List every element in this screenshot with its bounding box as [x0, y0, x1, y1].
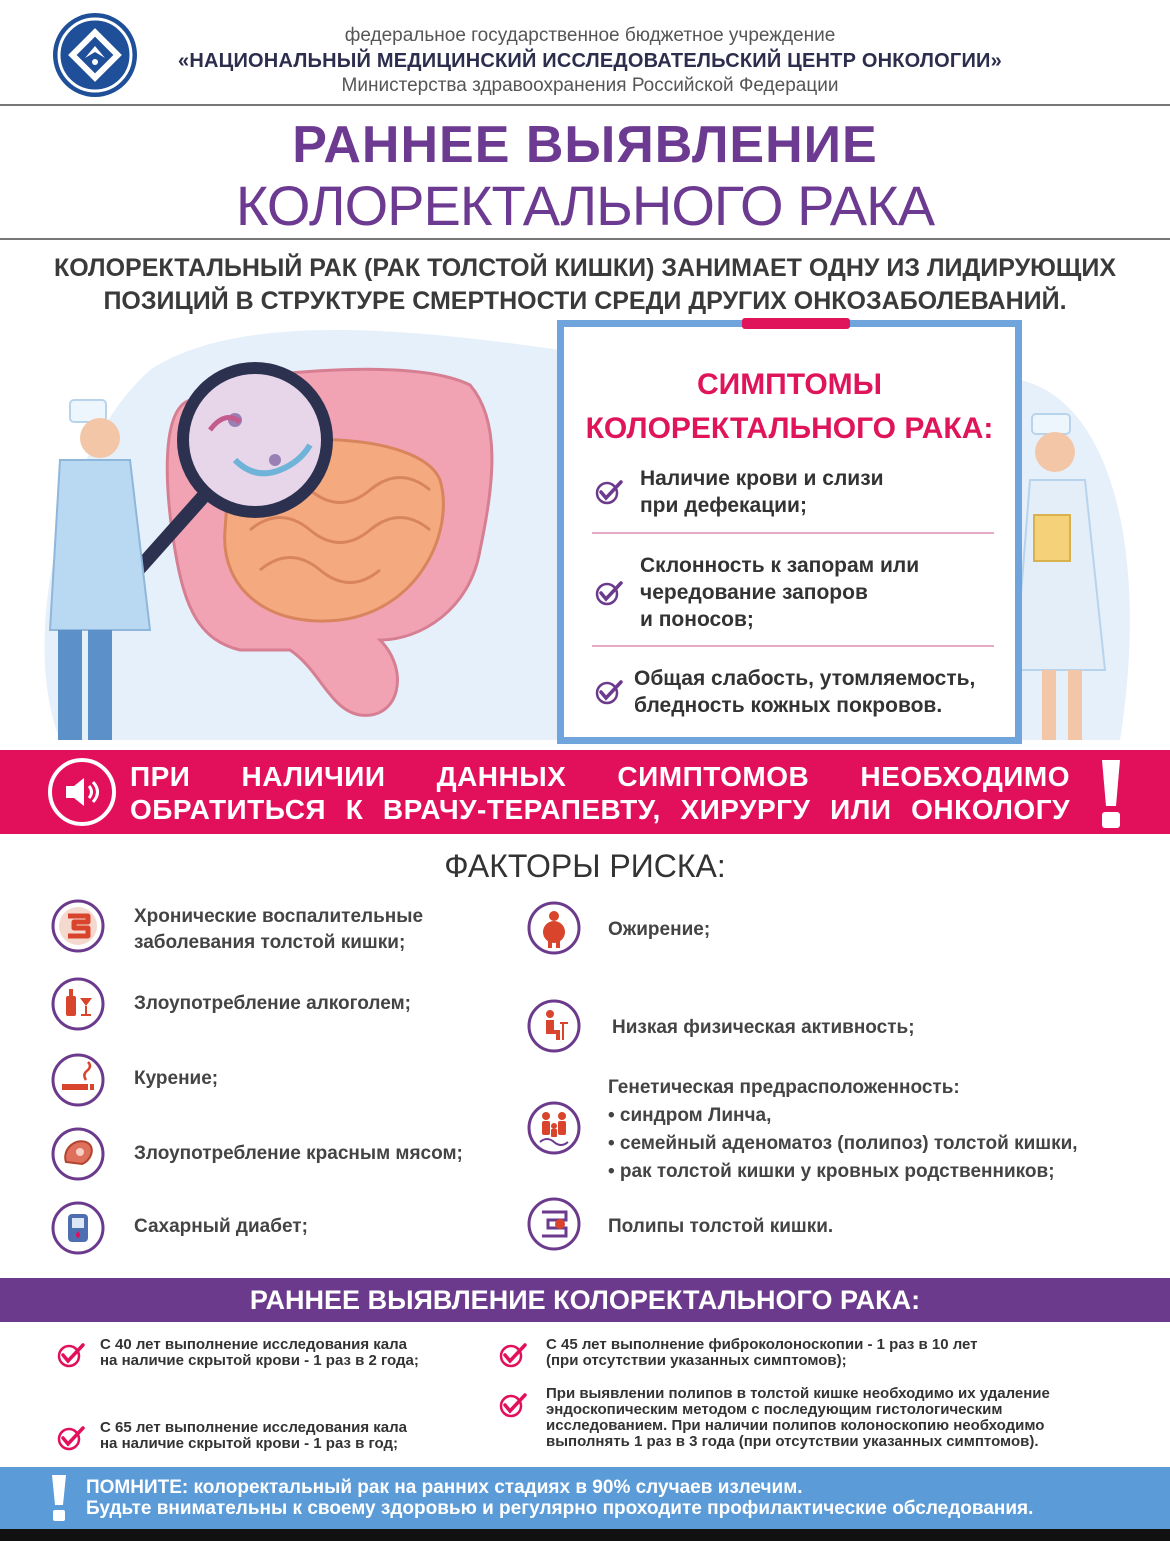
symptoms-card	[557, 320, 1022, 744]
risk-factors-title: ФАКТОРЫ РИСКА:	[444, 848, 726, 884]
alert-line-1: ПРИ НАЛИЧИИ ДАННЫХ СИМПТОМОВ НЕОБХОДИМО	[130, 761, 1070, 792]
sedentary-icon	[526, 998, 582, 1054]
page-title	[0, 116, 1170, 238]
screening-line: исследованием. При наличии полипов колоноскопию необходимо	[546, 1417, 1045, 1434]
check-icon	[594, 477, 624, 507]
screening-polyps	[546, 1386, 1050, 1450]
alert-banner	[0, 750, 1170, 834]
symptom-divider	[592, 645, 994, 647]
risk-factor-red-meat: Злоупотребление красным мясом;	[134, 1143, 463, 1164]
screening-40	[100, 1337, 419, 1369]
check-icon	[498, 1340, 528, 1370]
smoking-icon	[50, 1052, 106, 1108]
check-icon	[56, 1340, 86, 1370]
symptom-item	[594, 665, 994, 725]
title-divider	[0, 238, 1170, 240]
symptom-text	[634, 665, 994, 719]
screening-line: выполнять 1 раз в 3 года (при отсутствии указанных симптомов).	[546, 1433, 1039, 1450]
check-icon	[498, 1390, 528, 1420]
meat-icon	[50, 1126, 106, 1182]
genetic-title: Генетическая предрасположенность:	[608, 1077, 960, 1098]
symptoms-title	[564, 363, 1015, 451]
genetic-item: • семейный аденоматоз (полипоз) толстой кишки,	[608, 1133, 1078, 1154]
check-icon	[594, 677, 624, 707]
screening-45	[546, 1337, 978, 1369]
symptom-item	[594, 552, 994, 636]
title-line-1: РАННЕЕ ВЫЯВЛЕНИЕ	[292, 116, 878, 174]
header-divider	[0, 104, 1170, 106]
alert-text	[130, 760, 1070, 826]
symptom-line: чередование запоров	[640, 581, 868, 604]
risk-factor-obesity: Ожирение;	[608, 919, 711, 940]
remember-text	[86, 1477, 1146, 1519]
polyps-icon	[526, 1196, 582, 1252]
header	[0, 0, 1170, 106]
intestine-icon	[50, 898, 106, 954]
institution-name	[160, 24, 1020, 98]
early-detection-title: РАННЕЕ ВЫЯВЛЕНИЕ КОЛОРЕКТАЛЬНОГО РАКА:	[0, 1278, 1170, 1322]
genetic-item: • синдром Линча,	[608, 1105, 772, 1126]
screening-65	[100, 1420, 407, 1452]
risk-factor-smoking: Курение;	[134, 1068, 219, 1089]
exclamation-icon	[48, 1473, 70, 1523]
symptom-line: Общая слабость, утомляемость,	[634, 667, 976, 690]
institution-title: «НАЦИОНАЛЬНЫЙ МЕДИЦИНСКИЙ ИССЛЕДОВАТЕЛЬСКИЙ ЦЕНТР ОНКОЛОГИИ»	[178, 50, 1002, 72]
remember-line-2: Будьте внимательны к своему здоровью и регулярно проходите профилактические обследования.	[86, 1498, 1034, 1519]
symptom-item	[594, 465, 994, 525]
screening-line: С 40 лет выполнение исследования кала	[100, 1336, 407, 1353]
bottom-border	[0, 1529, 1170, 1541]
screening-line: (при отсутствии указанных симптомов);	[546, 1352, 847, 1369]
remember-banner	[0, 1467, 1170, 1529]
institution-ministry: Министерства здравоохранения Российской Федерации	[341, 75, 839, 96]
alert-line-2: ОБРАТИТЬСЯ К ВРАЧУ-ТЕРАПЕВТУ, ХИРУРГУ ИЛИ ОНКОЛОГУ	[130, 794, 1070, 825]
remember-line-1: ПОМНИТЕ: колоректальный рак на ранних стадиях в 90% случаев излечим.	[86, 1477, 803, 1498]
institution-type: федеральное государственное бюджетное учреждение	[344, 25, 836, 46]
symptoms-card-tab	[742, 318, 850, 329]
symptom-line: бледность кожных покровов.	[634, 694, 943, 717]
symptom-line: Склонность к запорам или	[640, 554, 920, 577]
screening-line: эндоскопическим методом с последующим гистологическим	[546, 1401, 1003, 1418]
check-icon	[594, 578, 624, 608]
symptoms-title-line-2: КОЛОРЕКТАЛЬНОГО РАКА:	[585, 412, 994, 445]
risk-factor-genetic	[608, 1074, 1078, 1186]
risk-factor-chronic-inflammation	[134, 904, 423, 956]
risk-factor-diabetes: Сахарный диабет;	[134, 1216, 308, 1237]
symptoms-title-line-1: СИМПТОМЫ	[696, 368, 883, 401]
risk-factor-polyps: Полипы толстой кишки.	[608, 1216, 834, 1237]
risk-factor-line: Хронические воспалительные	[134, 906, 424, 927]
genetics-icon	[526, 1100, 582, 1156]
institution-logo-icon	[52, 12, 138, 98]
exclamation-icon	[1096, 756, 1126, 832]
symptom-line: при дефекации;	[640, 494, 807, 517]
risk-factor-alcohol: Злоупотребление алкоголем;	[134, 993, 411, 1014]
glucometer-icon	[50, 1200, 106, 1256]
symptom-text	[640, 465, 1000, 519]
screening-line: на наличие скрытой крови - 1 раз в 2 года;	[100, 1352, 419, 1369]
intro-text: КОЛОРЕКТАЛЬНЫЙ РАК (РАК ТОЛСТОЙ КИШКИ) ЗАНИМАЕТ ОДНУ ИЗ ЛИДИРУЮЩИХ ПОЗИЦИЙ В СТРУКТУРЕ СМЕРТНОСТИ СРЕДИ ДРУГИХ ОНКОЗАБОЛЕВАНИЙ.	[53, 254, 1117, 315]
genetic-item: • рак толстой кишки у кровных родственников;	[608, 1161, 1055, 1182]
check-icon	[56, 1423, 86, 1453]
symptom-text	[640, 552, 1000, 633]
risk-factor-line: заболевания толстой кишки;	[134, 932, 406, 953]
risk-factor-low-activity: Низкая физическая активность;	[612, 1017, 915, 1038]
speaker-icon	[48, 758, 116, 826]
symptom-divider	[592, 532, 994, 534]
obesity-icon	[526, 900, 582, 956]
symptom-line: и поносов;	[640, 608, 754, 631]
alcohol-icon	[50, 976, 106, 1032]
screening-line: С 65 лет выполнение исследования кала	[100, 1419, 407, 1436]
title-line-2: КОЛОРЕКТАЛЬНОГО РАКА	[235, 174, 935, 237]
screening-line: на наличие скрытой крови - 1 раз в год;	[100, 1435, 399, 1452]
screening-line: С 45 лет выполнение фиброколоноскопии - 1 раз в 10 лет	[546, 1336, 978, 1353]
symptom-line: Наличие крови и слизи	[640, 467, 884, 490]
screening-line: При выявлении полипов в толстой кишке необходимо их удаление	[546, 1385, 1050, 1402]
